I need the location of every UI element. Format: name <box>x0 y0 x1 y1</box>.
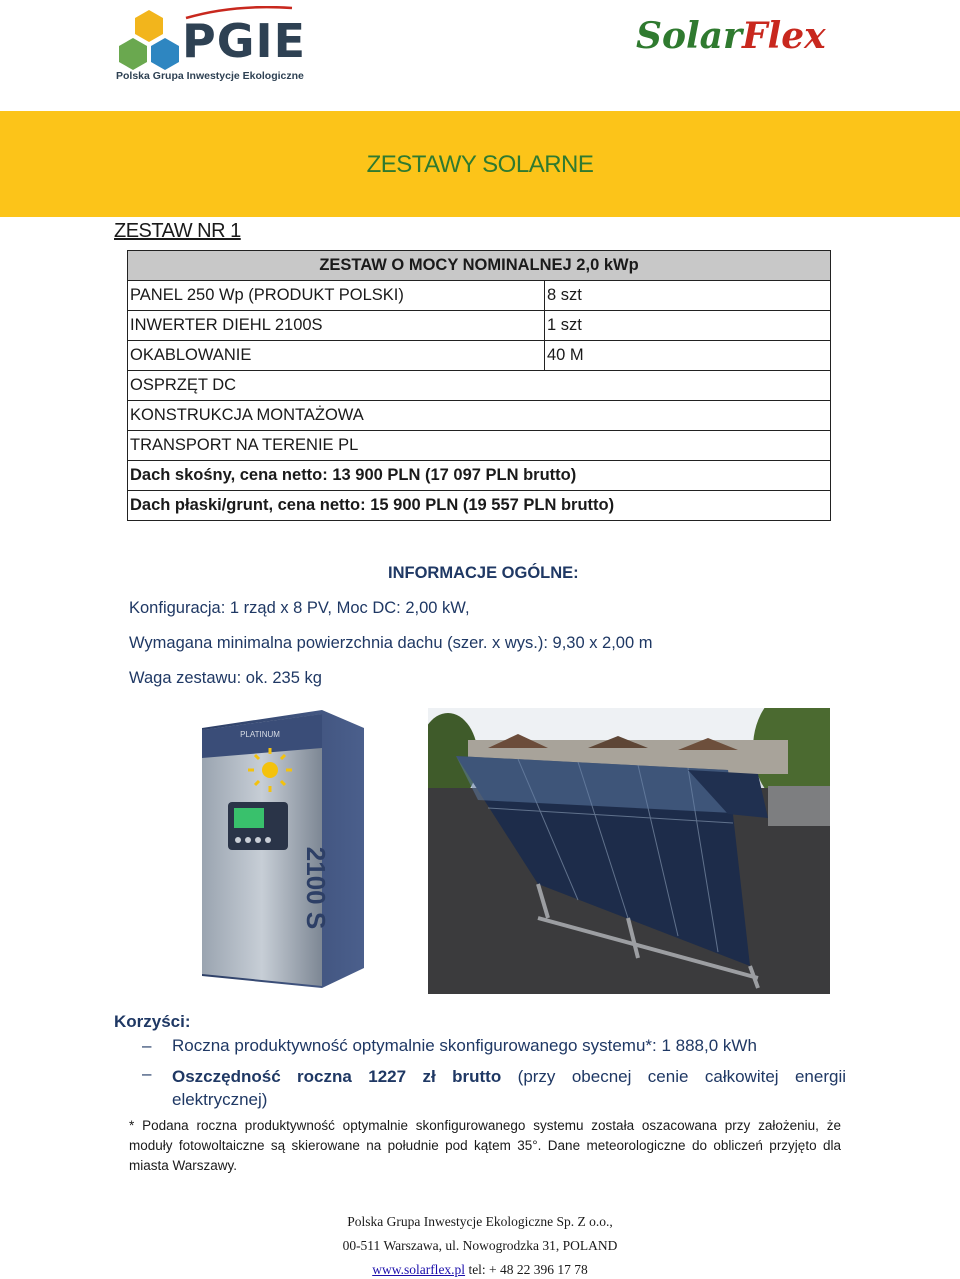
row-qty: 40 M <box>545 341 831 371</box>
table-row <box>128 401 831 431</box>
inverter-image <box>172 708 372 992</box>
benefits-heading: Korzyści: <box>114 1012 191 1031</box>
footer-address: 00-511 Warszawa, ul. Nowogrodzka 31, POLAND <box>342 1238 618 1253</box>
table-row <box>128 281 831 311</box>
hexagon-logo-icon <box>116 8 182 74</box>
benefit-savings: Oszczędność roczna 1227 zł brutto <box>172 1067 502 1086</box>
dash-bullet-icon: – <box>142 1064 152 1083</box>
display-screen <box>234 808 264 828</box>
row-item: TRANSPORT NA TERENIE PL <box>128 431 831 461</box>
footer-company: Polska Grupa Inwestycje Ekologiczne Sp. Z o.o., <box>347 1214 613 1229</box>
footer-phone: tel: + 48 22 396 17 78 <box>468 1262 588 1277</box>
info-area: Wymagana minimalna powierzchnia dachu (szer. x wys.): 9,30 x 2,00 m <box>129 634 653 652</box>
table-row <box>128 311 831 341</box>
table-header: ZESTAW O MOCY NOMINALNEJ 2,0 kWp <box>128 251 831 281</box>
benefit-item: – Oszczędność roczna 1227 zł brutto (przy obecnej cenie całkowitej energii <box>142 1064 847 1086</box>
info-config: Konfiguracja: 1 rząd x 8 PV, Moc DC: 2,00 kW, <box>129 599 470 617</box>
dash-bullet-icon: – <box>142 1036 152 1055</box>
table-row <box>128 431 831 461</box>
set-title: ZESTAW NR 1 <box>114 220 241 242</box>
row-item: OKABLOWANIE <box>128 341 545 371</box>
table-header-row <box>128 251 831 281</box>
table-row <box>128 341 831 371</box>
solar-panels-image <box>428 708 830 994</box>
row-item: KONSTRUKCJA MONTAŻOWA <box>128 401 831 431</box>
table-row <box>128 371 831 401</box>
footnote: * Podana roczna produktywność optymalnie skonfigurowanego systemu została oszacowana przy założeniu, że moduły fotowoltaiczne są skierowane na południe pod kątem 35°. Dane meteorologiczne do obliczeń przyjęto dla miasta Warszawy. <box>129 1118 841 1173</box>
footer-contact <box>0 1262 960 1278</box>
pgie-logo <box>116 6 306 86</box>
row-qty: 8 szt <box>545 281 831 311</box>
info-weight: Waga zestawu: ok. 235 kg <box>129 669 322 687</box>
price-row-flat <box>128 491 831 521</box>
price-row-pitched <box>128 461 831 491</box>
inverter-brand-label: PLATINUM <box>240 730 280 739</box>
website-link[interactable]: www.solarflex.pl <box>372 1262 466 1277</box>
row-item: OSPRZĘT DC <box>128 371 831 401</box>
title-banner <box>0 111 960 217</box>
pgie-wordmark: PGIE <box>182 14 307 68</box>
row-item: PANEL 250 Wp (PRODUKT POLSKI) <box>128 281 545 311</box>
inverter-model-label: 2100 S <box>301 846 331 930</box>
pgie-subtitle: Polska Grupa Inwestycje Ekologiczne <box>116 70 304 82</box>
kit-table <box>127 250 831 521</box>
solarflex-wordmark: SolarFlex <box>636 15 826 57</box>
price-pitched: Dach skośny, cena netto: 13 900 PLN (17 097 PLN brutto) <box>128 461 831 491</box>
solarflex-logo <box>636 15 826 68</box>
row-qty: 1 szt <box>545 311 831 341</box>
info-heading: INFORMACJE OGÓLNE: <box>388 564 579 582</box>
benefit-item-continued: elektrycznej) <box>172 1090 268 1109</box>
row-item: INWERTER DIEHL 2100S <box>128 311 545 341</box>
banner-title: ZESTAWY SOLARNE <box>366 151 594 178</box>
price-flat: Dach płaski/grunt, cena netto: 15 900 PLN (19 557 PLN brutto) <box>128 491 831 521</box>
